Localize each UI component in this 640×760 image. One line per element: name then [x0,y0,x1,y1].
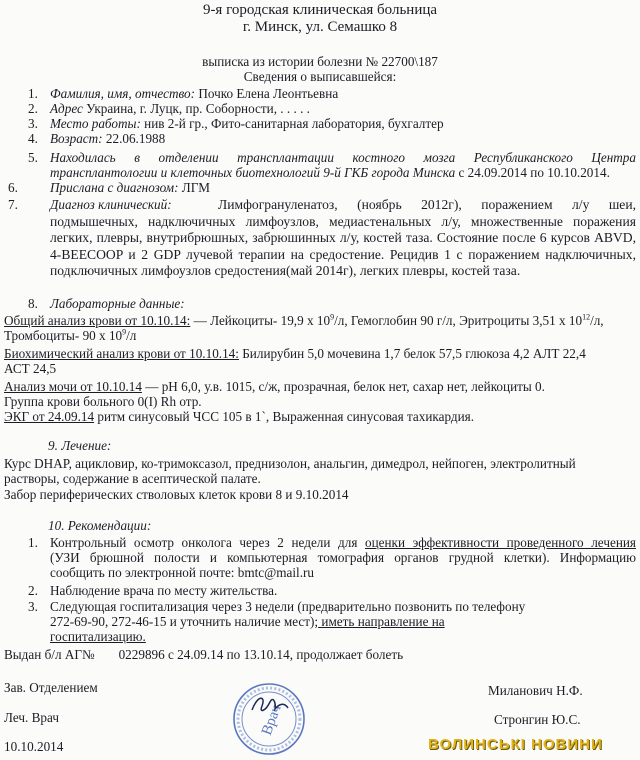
recommendations-title: 10. Рекомендации: [48,518,152,533]
blood-group-line: Группа крови больного 0(I) Rh отр. [4,394,202,409]
round-stamp [232,682,306,756]
name-value: Почко Елена Леонтьевна [195,86,339,101]
item-number: 3. [28,116,38,131]
section-title: Сведения о выписавшейся: [243,69,397,84]
blood-hemoglobin-erythrocytes: /л, Гемоглобин 90 г/л, Эритроциты 3,51 х 10 [334,313,583,328]
patient-address-line [50,101,310,116]
referral-note: иметь направление на [318,614,445,629]
item-number: 1. [28,535,38,550]
stem-cell-collection: Забор периферических стволовых клеток крови 8 и 9.10.2014 [4,487,349,502]
blood-test-line [4,313,604,328]
attending-doctor-label: Леч. Врач [4,710,59,725]
head-of-department-label: Зав. Отделением [4,680,98,695]
document-date: 10.10.2014 [4,739,64,754]
admitted-diagnosis-line [50,180,210,195]
item-number: 1. [28,86,38,101]
treatment-text: Курс DHAP, ацикловир, ко-тримоксазол, преднизолон, анальгин, димедрол, нейпоген, электролитный растворы, содержание в асептической палате. [4,456,576,486]
recommendation-3-line-3: госпитализацию. [50,629,146,644]
platelets-line [4,328,136,343]
platelets-value: Тромбоциты- 90 х 10 [4,328,123,343]
department-line-2 [50,165,610,180]
name-label: Фамилия, имя, отчество: [50,86,196,101]
item-number: 4. [28,131,38,146]
sick-leave-line [4,647,403,662]
department-line-1: Находилась в отделении трансплантации костного мозга Республиканского Центра [50,150,636,165]
blood-leukocytes: — Лейкоциты- 19,9 х 10 [190,313,331,328]
news-watermark: ВОЛИНСЬКІ НОВИНИ [428,736,603,753]
recommendation-3-line-1: Следующая госпитализация через 3 недели (предварительно позвонить по телефону [50,599,526,614]
ast-line: АСТ 24,5 [4,361,57,376]
recommendation-1-line-1 [50,535,636,550]
item-number: 6. [8,180,18,195]
phone-numbers: 272-69-90, 272-46-15 и уточнить наличие мест); [50,614,319,629]
exponent: 9 [122,327,127,337]
address-value: Украина, г. Луцк, пр. Соборности, . . . . . [82,101,310,116]
admitted-label: Прислана с диагнозом: [50,180,179,195]
recommendation-1-emphasis: оценки эффективности проведенного лечения [365,535,636,550]
recommendation-1-line-2: (УЗИ брюшной полости и компьютерная томография органов грудной клетки). Информацию [50,550,636,565]
ecg-line [4,409,474,424]
clinical-diagnosis-text: Лимфогрануленатоз, (ноябрь 2012г), поражением л/у шеи, подмышечных, надключичных лимфоузлов, медиастенальных л/у, множественные поражения легких, плевры, внутрибрюшных, забрюшинных л/у, костей таза. Состояние после 6 курсов ABVD, 4-BEECOOP и 2 GDP лучевой терапии на средостение. Рецидив 1 с поражением надключичных, подключичных лимфоузлов средостения(май 2014г), легких плевры, костей таза. [50,197,636,279]
item-number: 5. [28,150,38,165]
ecg-label: ЭКГ от 24.09.14 [4,409,95,424]
item-number: 7. [8,197,18,212]
clinical-diagnosis-label: Диагноз клинический: [50,197,172,212]
unit: /л [126,328,137,343]
head-of-department-name: Миланович Н.Ф. [488,683,583,698]
hospital-address: г. Минск, ул. Семашко 8 [242,19,398,35]
patient-age-line [50,131,165,146]
address-label: Адрес [50,101,83,116]
department-dates: с 24.09.2014 по 10.10.2014. [455,165,610,180]
age-label: Возраст: [50,131,103,146]
work-value: нив 2-й гр., Фито-санитарная лаборатория, бухгалтер [140,116,444,131]
blood-test-label: Общий анализ крови от 10.10.14: [4,313,191,328]
stamp-text: Врач [258,702,285,738]
treatment-title: 9. Лечение: [48,438,112,453]
hospital-name: 9-я городская клиническая больница [202,2,438,18]
urine-value: — рН 6,0, у.в. 1015, с/ж, прозрачная, белок нет, сахар нет, лейкоциты 0. [141,379,545,394]
biochem-label: Биохимический анализ крови от 10.10.14: [4,346,239,361]
biochem-line [4,346,586,361]
item-number: 3. [28,599,38,614]
sick-leave-number: 0229896 [118,647,165,662]
item-number: 2. [28,583,38,598]
recommendation-1-text: Контрольный осмотр онколога через 2 недели для [50,535,365,550]
labs-title: Лабораторные данные: [50,296,185,311]
extract-title: выписка из истории болезни № 22700\187 [202,54,438,69]
biochem-value: Билирубин 5,0 мочевина 1,7 белок 57,5 глюкоза 4,2 АЛТ 22,4 [238,346,586,361]
age-value: 22.06.1988 [102,131,166,146]
recommendation-2: Наблюдение врача по месту жительства. [50,583,278,598]
admitted-value: ЛГМ [178,180,210,195]
sick-leave-period: с 24.09.14 по 13.10.14, продолжает болеть [164,647,404,662]
work-label: Место работы: [50,116,141,131]
sick-leave-label: Выдан б/л АГ№ [4,647,95,662]
attending-doctor-name: Стронгин Ю.С. [494,712,581,727]
exponent: 12 [582,312,591,322]
patient-work-line [50,116,444,131]
recommendation-3-line-2 [50,614,445,629]
item-number: 8. [28,296,38,311]
department-name: трансплантологии и клеточных биотехнологий 9-й ГКБ города Минска [50,165,456,180]
urine-label: Анализ мочи от 10.10.14 [4,379,142,394]
patient-name-line [50,86,338,101]
item-number: 2. [28,101,38,116]
recommendation-1-line-3: сообщить по электронной почте: bmtc@mail.ru [50,565,315,580]
ecg-value: ритм синусовый ЧСС 105 в 1`, Выраженная синусовая тахикардия. [94,409,475,424]
urine-line [4,379,545,394]
exponent: 9 [330,312,335,322]
unit: /л, [590,313,604,328]
